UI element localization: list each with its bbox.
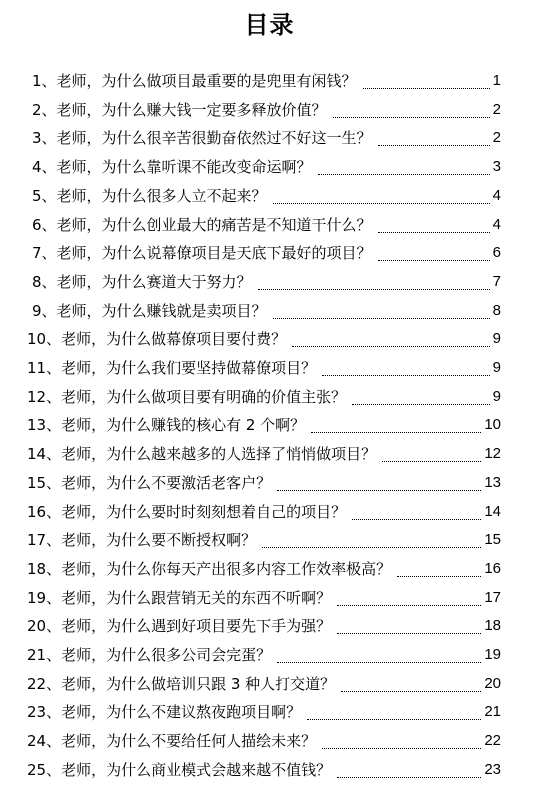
toc-entry[interactable] (0, 271, 539, 299)
toc-entry-text: 18、老师，为什么你每天产出很多内容工作效率极高？ (27, 559, 392, 578)
toc-entry-text: 23、老师，为什么不建议熬夜跑项目啊？ (27, 703, 302, 722)
toc-entry-text: 22、老师，为什么做培训只跟 3 种人打交道？ (27, 674, 336, 693)
toc-leader-dots (318, 164, 490, 175)
toc-page-number: 15 (484, 531, 501, 549)
toc-page-number: 18 (484, 617, 501, 635)
toc-leader-dots (273, 193, 490, 204)
toc-leader-dots (333, 107, 490, 118)
toc-page-number: 3 (492, 158, 501, 176)
toc-entry-text: 14、老师，为什么越来越多的人选择了悄悄做项目？ (27, 445, 377, 464)
toc-entry-text: 25、老师，为什么商业模式会越来越不值钱？ (27, 760, 332, 779)
toc-entry[interactable] (0, 644, 539, 672)
toc-entry[interactable] (0, 414, 539, 442)
toc-entry[interactable] (0, 587, 539, 615)
toc-entry[interactable] (0, 386, 539, 414)
toc-entry[interactable] (0, 673, 539, 701)
toc-entry-text: 9、老师，为什么赚钱就是卖项目？ (32, 301, 267, 320)
toc-leader-dots (258, 279, 490, 290)
toc-entry[interactable] (0, 242, 539, 270)
toc-entry-text: 1、老师，为什么做项目最重要的是兜里有闲钱？ (32, 72, 357, 90)
toc-entry-text: 3、老师，为什么很辛苦很勤奋依然过不好这一生？ (32, 129, 372, 148)
toc-entry[interactable] (0, 615, 539, 643)
toc-entry[interactable] (0, 558, 539, 586)
toc-entry[interactable] (0, 357, 539, 385)
toc-entry-text: 6、老师，为什么创业最大的痛苦是不知道干什么？ (32, 215, 372, 234)
toc-entry[interactable] (0, 156, 539, 184)
toc-page-number: 2 (492, 100, 501, 118)
toc-entry-text: 5、老师，为什么很多人立不起来？ (32, 186, 267, 205)
toc-page-number: 16 (484, 559, 501, 577)
toc-page-number: 1 (492, 72, 501, 89)
toc-leader-dots (322, 738, 481, 749)
toc-entry-text: 10、老师，为什么做幕僚项目要付费？ (27, 330, 287, 349)
toc-leader-dots (277, 652, 481, 663)
toc-leader-dots (363, 78, 490, 89)
toc-entry-text: 7、老师，为什么说幕僚项目是天底下最好的项目？ (32, 244, 372, 263)
toc-entry-text: 24、老师，为什么不要给任何人描绘未来？ (27, 732, 317, 751)
toc-entry[interactable] (0, 70, 539, 98)
toc-leader-dots (378, 135, 490, 146)
toc-entry-text: 16、老师，为什么要时时刻刻想着自己的项目？ (27, 502, 347, 521)
toc-entry-text: 20、老师，为什么遇到好项目要先下手为强？ (27, 617, 332, 636)
toc-entry-text: 17、老师，为什么要不断授权啊？ (27, 531, 257, 550)
toc-page-number: 10 (484, 416, 501, 434)
toc-leader-dots (352, 509, 481, 520)
toc-leader-dots (337, 595, 481, 606)
toc-page-number: 22 (484, 732, 501, 750)
toc-leader-dots (322, 365, 490, 376)
toc-page-number: 4 (492, 186, 501, 204)
toc-entry-text: 12、老师，为什么做项目要有明确的价值主张？ (27, 387, 347, 406)
toc-entry-text: 2、老师，为什么赚大钱一定要多释放价值？ (32, 100, 327, 119)
toc-entry[interactable] (0, 185, 539, 213)
toc-page-number: 12 (484, 445, 501, 463)
toc-entry[interactable] (0, 501, 539, 529)
toc-page-number: 21 (484, 703, 501, 721)
page-title: 目录 (244, 11, 295, 39)
toc-leader-dots (311, 422, 481, 433)
toc-leader-dots (352, 394, 490, 405)
toc-leader-dots (292, 336, 490, 347)
toc-entry-text: 19、老师，为什么跟营销无关的东西不听啊？ (27, 588, 332, 607)
toc-entry-text: 4、老师，为什么靠听课不能改变命运啊？ (32, 158, 312, 177)
toc-entry-text: 13、老师，为什么赚钱的核心有 2 个啊？ (27, 416, 306, 435)
toc-page-number: 19 (484, 646, 501, 663)
toc-entry[interactable] (0, 300, 539, 328)
toc-page-number: 17 (484, 588, 501, 606)
toc-leader-dots (341, 681, 481, 692)
toc-entry[interactable] (0, 759, 539, 787)
toc-page-number: 9 (492, 387, 501, 405)
toc-leader-dots (337, 623, 481, 634)
toc-page-number: 13 (484, 473, 501, 491)
toc-entry-text: 15、老师，为什么不要激活老客户？ (27, 473, 272, 492)
toc-leader-dots (397, 566, 481, 577)
toc-leader-dots (337, 767, 481, 778)
toc-page-number: 9 (492, 330, 501, 348)
toc-page-number: 23 (484, 760, 501, 778)
toc-entry[interactable] (0, 214, 539, 242)
toc-leader-dots (277, 480, 481, 491)
toc-entry[interactable] (0, 730, 539, 758)
toc-leader-dots (378, 250, 490, 261)
toc-entry-text: 8、老师，为什么赛道大于努力？ (32, 272, 252, 291)
toc-entry[interactable] (0, 529, 539, 557)
toc-page-number: 4 (492, 215, 501, 233)
toc-leader-dots (378, 222, 490, 233)
toc-entry[interactable] (0, 701, 539, 729)
toc-page-number: 20 (484, 674, 501, 692)
toc-page-number: 6 (492, 244, 501, 262)
toc-entry[interactable] (0, 472, 539, 500)
toc-entry[interactable] (0, 328, 539, 356)
toc-page-number: 2 (492, 129, 501, 147)
toc-page-number: 8 (492, 301, 501, 319)
toc-entry[interactable] (0, 99, 539, 127)
toc-entry[interactable] (0, 443, 539, 471)
toc-leader-dots (262, 537, 481, 548)
toc-leader-dots (382, 451, 481, 462)
toc-leader-dots (307, 709, 481, 720)
toc-page-number: 14 (484, 502, 501, 520)
toc-entry-text: 11、老师，为什么我们要坚持做幕僚项目？ (27, 359, 317, 377)
toc-entry-text: 21、老师，为什么很多公司会完蛋？ (27, 646, 272, 664)
toc-page-number: 7 (492, 272, 501, 290)
toc-entry[interactable] (0, 127, 539, 155)
toc-leader-dots (273, 308, 490, 319)
toc-page-number: 9 (492, 359, 501, 376)
